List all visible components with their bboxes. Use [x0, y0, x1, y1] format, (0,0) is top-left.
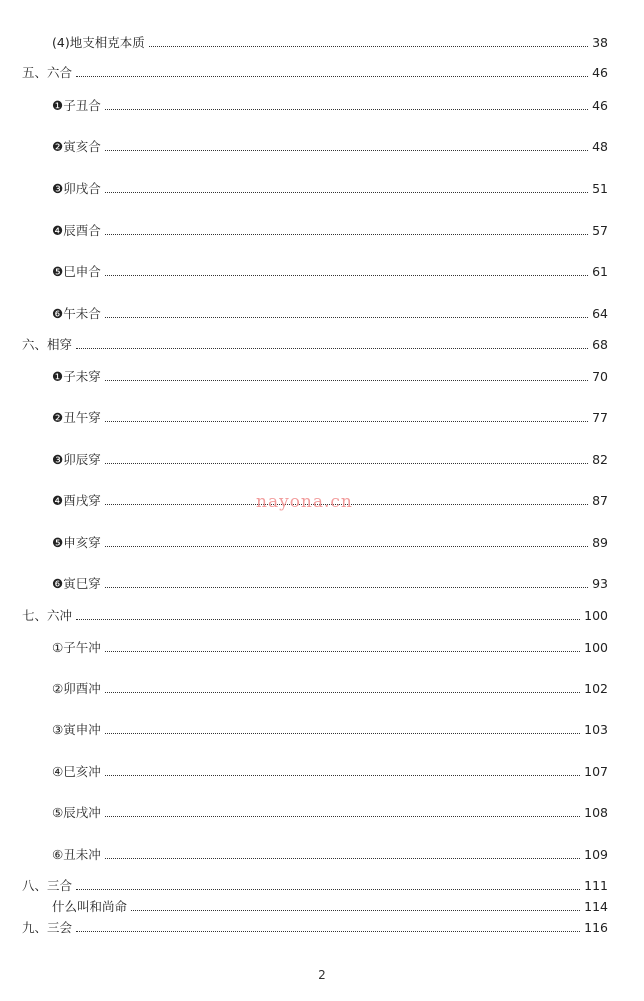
dot-leader: [105, 380, 588, 381]
toc-entry: [52, 453, 608, 467]
dot-leader: [105, 234, 588, 235]
toc-entry-title: (4)地支相克本质: [52, 35, 145, 50]
toc-entry: [22, 921, 608, 935]
toc-entry-page: 108: [584, 805, 608, 820]
toc-entry-title: 九、三会: [22, 920, 73, 935]
toc-entry-title: ②卯酉冲: [52, 681, 101, 696]
toc-entry: [52, 682, 608, 696]
toc-entry-page: 100: [584, 640, 608, 655]
toc-entry: [52, 641, 608, 655]
dot-leader: [105, 150, 588, 151]
toc-entry-page: 70: [592, 369, 608, 384]
toc-entry-title: ⑤辰戌冲: [52, 805, 101, 820]
toc-entry-title: ④巳亥冲: [52, 764, 101, 779]
toc-entry-page: 114: [584, 899, 608, 914]
toc-entry-page: 46: [592, 65, 608, 80]
toc-entry-page: 46: [592, 98, 608, 113]
toc-entry-page: 89: [592, 535, 608, 550]
toc-entry: [52, 265, 608, 279]
toc-entry-title: ❻寅巳穿: [52, 576, 101, 591]
toc-entry-title: ❸卯辰穿: [52, 452, 101, 467]
toc-entry-title: ❸卯戌合: [52, 181, 101, 196]
toc-entry: [52, 99, 608, 113]
toc-entry-title: 六、相穿: [22, 337, 73, 352]
dot-leader: [105, 546, 588, 547]
toc-entry-title: 五、六合: [22, 65, 73, 80]
page-number: 2: [318, 968, 326, 982]
toc-entry-title: ❺巳申合: [52, 264, 101, 279]
dot-leader: [105, 421, 588, 422]
dot-leader: [105, 651, 580, 652]
dot-leader: [105, 275, 588, 276]
toc-entry-page: 68: [592, 337, 608, 352]
toc-entry-title: ③寅申冲: [52, 722, 101, 737]
toc-entry-title: ❷丑午穿: [52, 410, 101, 425]
dot-leader: [76, 889, 580, 890]
dot-leader: [105, 587, 588, 588]
dot-leader: [76, 619, 580, 620]
toc-entry: [52, 806, 608, 820]
toc-entry: [22, 66, 608, 80]
dot-leader: [131, 910, 580, 911]
toc-entry-page: 102: [584, 681, 608, 696]
toc-entry: [52, 723, 608, 737]
watermark: nayona.cn: [256, 492, 353, 512]
toc-entry: [52, 370, 608, 384]
toc-entry-page: 107: [584, 764, 608, 779]
toc-entry-title: ①子午冲: [52, 640, 101, 655]
toc-entry: [52, 900, 608, 914]
toc-entry-page: 48: [592, 139, 608, 154]
toc-entry: [52, 182, 608, 196]
toc-entry-title: ❹辰酉合: [52, 223, 101, 238]
toc-entry-title: 什么叫和尚命: [52, 899, 128, 914]
toc-entry-page: 93: [592, 576, 608, 591]
dot-leader: [76, 348, 588, 349]
dot-leader: [105, 692, 580, 693]
toc-entry: [22, 879, 608, 893]
toc-entry: [52, 577, 608, 591]
toc-entry: [52, 36, 608, 50]
toc-entry: [52, 848, 608, 862]
toc-entry: [22, 338, 608, 352]
dot-leader: [105, 775, 580, 776]
toc-entry-page: 87: [592, 493, 608, 508]
dot-leader: [105, 816, 580, 817]
dot-leader: [105, 192, 588, 193]
toc-entry-title: ❶子未穿: [52, 369, 101, 384]
toc-entry-page: 109: [584, 847, 608, 862]
dot-leader: [105, 317, 588, 318]
toc-entry-page: 111: [584, 878, 608, 893]
toc-entry-page: 116: [584, 920, 608, 935]
dot-leader: [105, 109, 588, 110]
toc-entry-title: ❻午未合: [52, 306, 101, 321]
toc-entry-page: 82: [592, 452, 608, 467]
toc-entry-title: ❷寅亥合: [52, 139, 101, 154]
toc-entry: [52, 411, 608, 425]
toc-entry-title: 七、六冲: [22, 608, 73, 623]
toc-entry-title: 八、三合: [22, 878, 73, 893]
dot-leader: [105, 463, 588, 464]
dot-leader: [76, 931, 580, 932]
toc-entry: [22, 609, 608, 623]
toc-entry: [52, 307, 608, 321]
toc-entry-title: ❹酉戌穿: [52, 493, 101, 508]
toc-entry: [52, 140, 608, 154]
toc-entry: [52, 765, 608, 779]
toc-entry-page: 64: [592, 306, 608, 321]
toc-entry-title: ❶子丑合: [52, 98, 101, 113]
dot-leader: [76, 76, 588, 77]
toc-entry-page: 57: [592, 223, 608, 238]
toc-entry-page: 77: [592, 410, 608, 425]
toc-entry-page: 51: [592, 181, 608, 196]
toc-entry-page: 38: [592, 35, 608, 50]
toc-entry-title: ❺申亥穿: [52, 535, 101, 550]
dot-leader: [149, 46, 588, 47]
dot-leader: [105, 733, 580, 734]
toc-entry: [52, 536, 608, 550]
dot-leader: [105, 858, 580, 859]
toc-entry-page: 103: [584, 722, 608, 737]
toc-entry-title: ⑥丑未冲: [52, 847, 101, 862]
toc-entry-page: 100: [584, 608, 608, 623]
toc-entry-page: 61: [592, 264, 608, 279]
toc-entry: [52, 224, 608, 238]
